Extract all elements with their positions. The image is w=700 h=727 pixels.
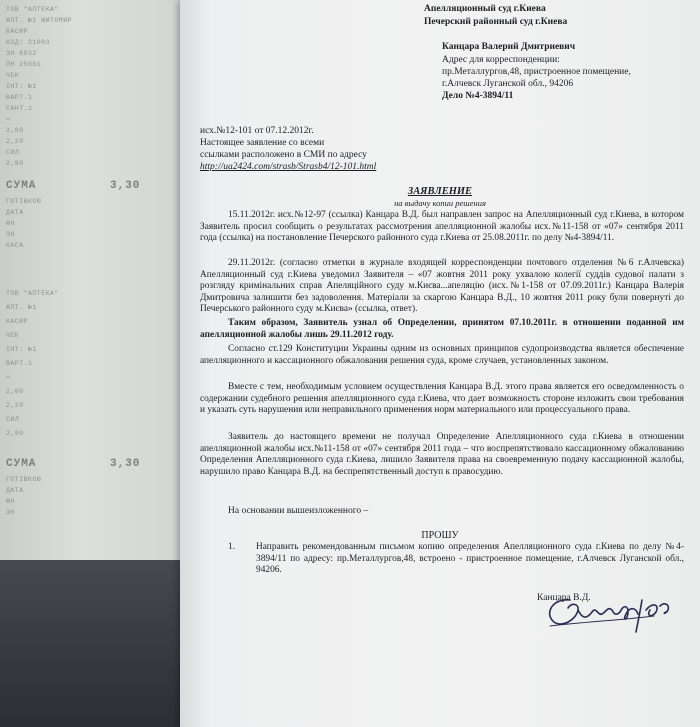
receipt-sum-value-1: 3,30 [110, 180, 141, 192]
receipt-line: 2,00 [6, 127, 24, 134]
paragraph-4: Согласно ст.129 Конституции Украины одним из основных принципов судопроизводства является обеспечение апелляционного и кассационного обжалования решения суда, кроме случаев, установленных законом. [200, 344, 684, 366]
paragraph-2: 29.11.2012г. (согласно отметки в журнале входящей корреспонденции почтового отделения №6 г.Алчевска) Апелляционный суд г.Киева уведомил Заявителя – «07 жовтня 2011 року ухвалою колегії суддів судової палати з розгляду кримінальних справ Апеляційного суду м.Києва...апеляцію (исх.№1-158 от 07.09.2011г.) Канцара Валерія Дмитровича залишити без задоволення. Матеріали за скаргою Канцара В.Д., 10 жовтня 2011 року були повернуті до Печерського районного суду м.Києва» (ссылка, ответ). [200, 258, 684, 315]
receipt-line: ФН [6, 498, 15, 505]
receipt-line: ВАРТ.1 [6, 360, 33, 367]
receipt-line: ДАТА [6, 209, 24, 216]
receipt-line: ІНТ: №1 [6, 346, 37, 353]
receipt-sum-label-2: СУМА [6, 458, 37, 470]
case-number: Дело №4-3894/11 [442, 91, 514, 101]
receipt-line: ГОТІВКОЮ [6, 198, 42, 205]
paragraph-1: 15.11.2012г. исх.№12-97 (ссылка) Канцара В.Д. был направлен запрос на Апелляционный суд г.Киева, в котором Заявитель просил сообщить о результатах рассмотрения апелляционной жалобы исх.№11-158 от «07» сентября 2011 года (ссылка) на постановление Печерского районного суда г.Киева от 25.08.2011г. по делу №4-3894/11. [200, 210, 684, 244]
background-surface [0, 540, 190, 727]
paragraph-5: Вместе с тем, необходимым условием осуществления Канцара В.Д. этого права является его осведомленность о содержании судебного решения апелляционного суда г.Киева, что дает возможность стороне изложить свои требования и указать суть нарушения или неправильного применения норм материального или процессуального права. [200, 382, 684, 416]
document-subtitle: на выдачу копии решения [394, 198, 486, 208]
document-page [180, 0, 700, 727]
receipt-sum-label-1: СУМА [6, 180, 37, 192]
receipt-line: ПН 25061 [6, 61, 42, 68]
receipt-line: СИЛ [6, 149, 20, 156]
addressee-court-1: Апелляционный суд г.Киева [424, 4, 546, 14]
receipt-line: 2,00 [6, 388, 24, 395]
address-label: Адрес для корреспонденции: [442, 55, 560, 65]
receipt-line: ГОТІВКОЮ [6, 476, 42, 483]
paragraph-3: Таким образом, Заявитель узнал об Определении, принятом 07.10.2011г. в отношении поданной им апелляционной жалобы лишь 29.11.2012 году. [200, 318, 684, 340]
receipt-line: ЧЕК [6, 332, 20, 339]
publication-note-1: Настоящее заявление со всеми [200, 138, 325, 148]
receipt-line: ВАРТ.1 [6, 94, 33, 101]
document-title: ЗАЯВЛЕНИЕ [407, 186, 473, 197]
receipt-strip [0, 0, 185, 560]
receipt-line: 2,90 [6, 160, 24, 167]
applicant-name: Канцара Валерий Дмитриевич [442, 42, 576, 52]
receipt-line: АПТ. №1 ЖИТОМИР [6, 17, 73, 24]
receipt-line: 2,20 [6, 138, 24, 145]
signer-name: Канцара В.Д. [537, 593, 591, 603]
request-item-number: 1. [228, 542, 236, 552]
basis-line: На основании вышеизложенного – [228, 506, 369, 516]
receipt-line: КОД: 21003 [6, 39, 51, 46]
receipt-line: АПТ. №1 [6, 304, 37, 311]
request-title: ПРОШУ [421, 530, 459, 541]
receipt-sum-value-2: 3,30 [110, 458, 141, 470]
receipt-line: ЧЕК [6, 72, 20, 79]
receipt-line: КАСИР [6, 28, 29, 35]
addressee-court-2: Печерский районный суд г.Киева [424, 17, 568, 27]
receipt-line: ФН [6, 220, 15, 227]
publication-url-link[interactable]: http://ua2424.com/strasb/Strasb4/12-101.html [200, 162, 377, 172]
request-item-text: Направить рекомендованным письмом копию определения Апелляционного суда г.Киева по делу №4-3894/11 по адресу: пр.Металлургов,48, встроено - пристроенное помещение, г.Алчевск Луганской обл., 94206. [256, 542, 684, 576]
receipt-line: ЗН [6, 509, 15, 516]
receipt-line: ТОВ "АПТЕКА" [6, 6, 59, 13]
receipt-line: ЗН [6, 231, 15, 238]
paragraph-6: Заявитель до настоящего времени не получал Определение Апелляционного суда г.Киева в отношении апелляционной жалобы исх.№11-158 от «07» сентября 2011 года – что воспрепятствовало кассационному обжалованию Определения Апелляционного суда г.Киева, лишило Заявителя права на своевременную подачу кассационной жалобы, нарушило право Канцара В.Д. на беспрепятственный доступ к правосудию. [200, 432, 684, 477]
address-line-1: пр.Металлургов,48, пристроенное помещение, [442, 67, 631, 77]
receipt-line: САНТ.1 [6, 105, 33, 112]
receipt-line: ДАТА [6, 487, 24, 494]
receipt-line: = [6, 116, 11, 123]
outgoing-number: исх.№12-101 от 07.12.2012г. [200, 126, 314, 136]
receipt-line: 2,90 [6, 430, 24, 437]
receipt-line: КАСА [6, 242, 24, 249]
address-line-2: г.Алчевск Луганской обл., 94206 [442, 79, 574, 89]
receipt-line: ЗН 6032 [6, 50, 37, 57]
receipt-line: 2,20 [6, 402, 24, 409]
receipt-line: СИЛ [6, 416, 20, 423]
publication-note-2: ссылками расположено в СМИ по адресу [200, 150, 367, 160]
receipt-line: КАСИР [6, 318, 29, 325]
receipt-line: ІНТ: №1 [6, 83, 37, 90]
receipt-line: ТОВ "АПТЕКА" [6, 290, 59, 297]
receipt-line: = [6, 374, 11, 381]
